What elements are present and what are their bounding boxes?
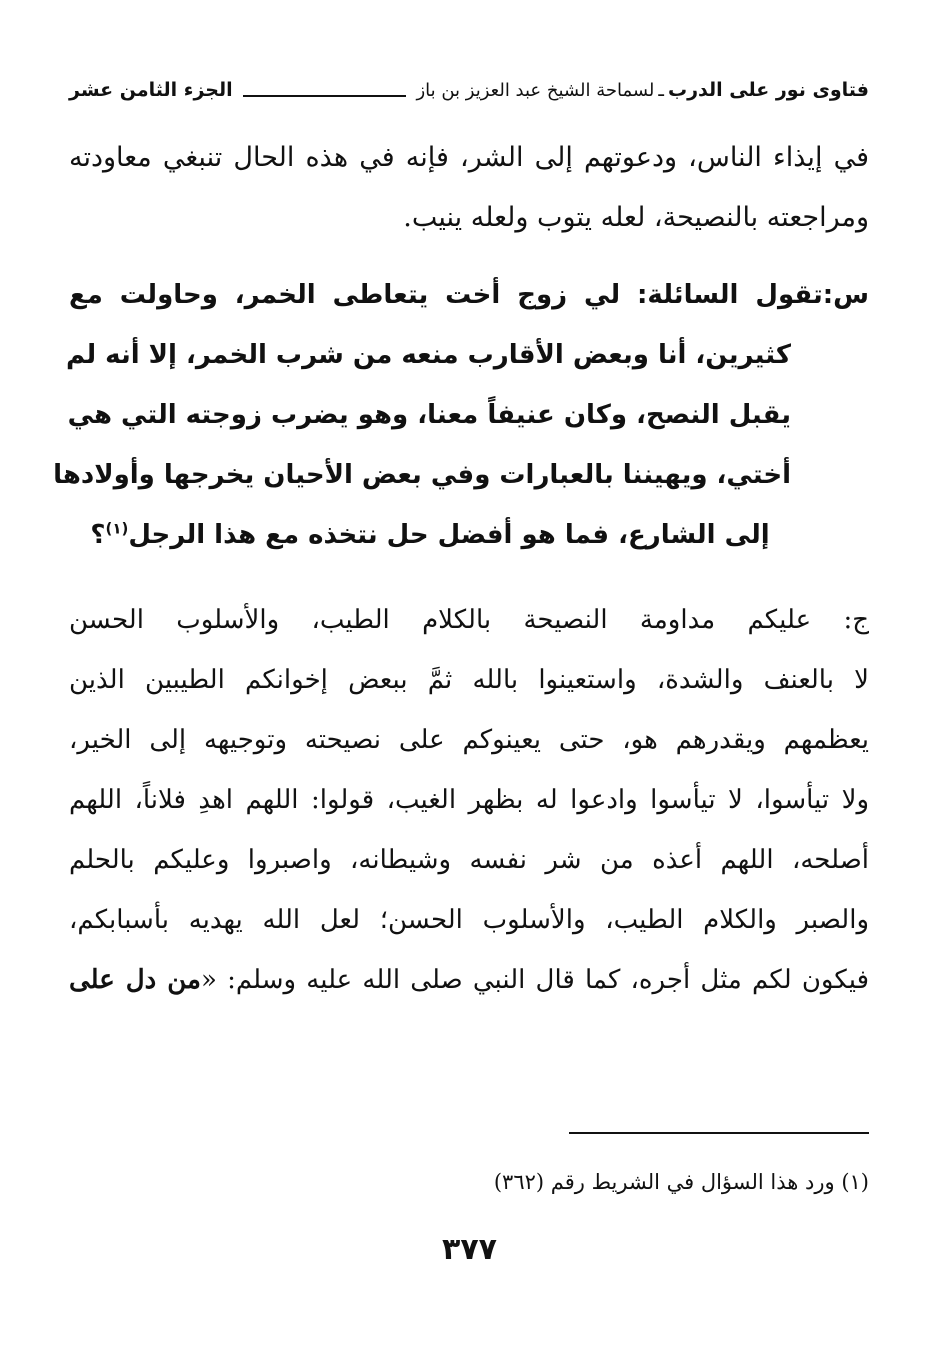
answer-line: لا بالعنف والشدة، واستعينوا بالله ثمَّ ببعض إخوانكم الطيبين الذين xyxy=(69,665,869,695)
answer-line: ج: عليكم مداومة النصيحة بالكلام الطيب، والأسلوب الحسن xyxy=(69,605,869,635)
footnote-text: (١) ورد هذا السؤال في الشريط رقم (٣٦٢) xyxy=(493,1170,869,1194)
intro-line: ومراجعته بالنصيحة، لعله يتوب ولعله ينيب. xyxy=(403,202,869,233)
question-end-mark: ؟ xyxy=(90,520,106,550)
question-paragraph xyxy=(53,265,869,565)
running-header xyxy=(69,70,869,110)
question-line: يقبل النصح، وكان عنيفاً معنا، وهو يضرب زوجته التي هي xyxy=(67,400,791,430)
header-author: لسماحة الشيخ عبد العزيز بن باز xyxy=(416,79,655,101)
header-volume: الجزء الثامن عشر xyxy=(69,79,233,101)
footnote-marker: (١) xyxy=(105,519,129,538)
page-number: ٣٧٧ xyxy=(442,1232,497,1267)
answer-last-line xyxy=(69,950,869,1010)
intro-paragraph xyxy=(69,128,869,248)
question-line: إلى الشارع، فما هو أفضل حل نتخذه مع هذا الرجل xyxy=(128,520,770,550)
answer-line: والصبر والكلام الطيب، والأسلوب الحسن؛ لعل الله يهديه بأسبابكم، xyxy=(69,905,869,935)
footnote-rule xyxy=(569,1132,869,1134)
answer-line: ولا تيأسوا، لا تيأسوا وادعوا له بظهر الغيب، قولوا: اللهم اهدِ فلاناً، اللهم xyxy=(69,785,869,815)
answer-paragraph xyxy=(69,590,869,1010)
question-line: كثيرين، أنا وبعض الأقارب منعه من شرب الخمر، إلا أنه لم xyxy=(65,340,791,370)
hadith-start: من دل على xyxy=(69,965,201,995)
answer-line: أصلحه، اللهم أعذه من شر نفسه وشيطانه، واصبروا وعليكم بالحلم xyxy=(69,845,869,875)
question-last-line xyxy=(69,505,869,565)
intro-line: في إيذاء الناس، ودعوتهم إلى الشر، فإنه في هذه الحال تنبغي معاودته xyxy=(69,142,869,173)
question-line: س:تقول السائلة: لي زوج أخت يتعاطى الخمر، وحاولت مع xyxy=(69,280,869,310)
answer-line: يعظمهم ويقدرهم هو، حتى يعينوكم على نصيحته وتوجيهه إلى الخير، xyxy=(69,725,869,755)
header-rule xyxy=(243,95,407,97)
answer-line-text: فيكون لكم مثل أجره، كما قال النبي صلى الله عليه وسلم: « xyxy=(200,965,869,995)
question-line: أختي، ويهيننا بالعبارات وفي بعض الأحيان يخرجها وأولادها xyxy=(53,460,791,490)
header-separator: ـ xyxy=(658,79,664,101)
header-book-title: فتاوى نور على الدرب xyxy=(668,79,869,101)
